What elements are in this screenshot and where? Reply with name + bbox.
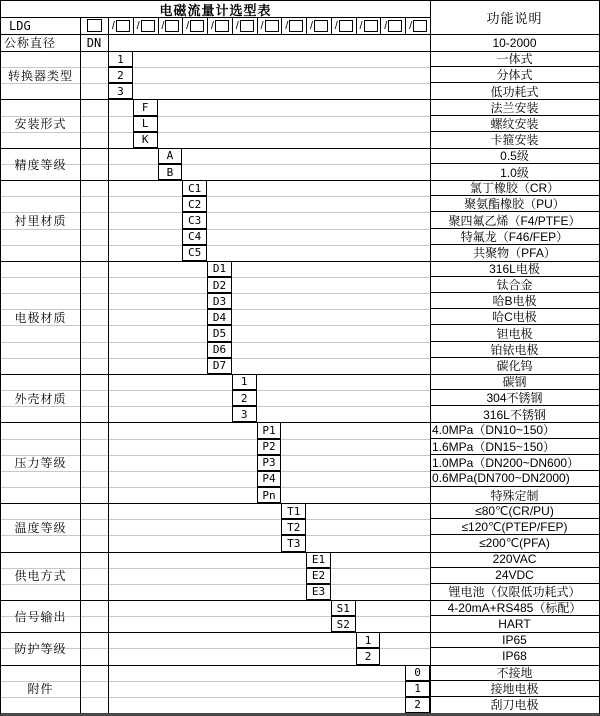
option-code-cell: 2 [232, 390, 257, 406]
empty-code-box [289, 20, 303, 32]
option-code-cell: 0 [405, 665, 430, 681]
category-label: 公称直径 [4, 36, 57, 50]
empty-code-box [364, 20, 378, 32]
model-code-slot: / [133, 17, 158, 34]
option-description: 哈B电极 [430, 293, 599, 309]
option-description: 1.0MPa（DN200~DN600） [430, 455, 599, 471]
option-code-cell: 2 [356, 648, 381, 664]
empty-code-box [240, 20, 254, 32]
option-code-cell: D4 [207, 309, 232, 325]
empty-code-box [165, 20, 179, 32]
option-description: 0.6MPa(DN700~DN2000) [430, 471, 599, 487]
option-description: 4.0MPa（DN10~150） [430, 422, 599, 438]
option-code-cell: 1 [405, 681, 430, 697]
empty-code-box [116, 20, 130, 32]
option-code-cell: P2 [257, 439, 282, 455]
option-description: 10-2000 [492, 35, 537, 50]
model-code-slot: / [158, 17, 183, 34]
empty-code-box [388, 20, 402, 32]
option-code-cell: D7 [207, 358, 232, 374]
model-code-slot: / [306, 17, 331, 34]
empty-code-box [190, 20, 204, 32]
option-code-cell: C5 [182, 245, 207, 261]
option-description: 聚四氟乙烯（F4/PTFE） [430, 212, 599, 228]
model-code-slot: / [257, 17, 282, 34]
option-code-cell: K [133, 132, 158, 148]
option-code-cell: DN [86, 35, 102, 50]
option-description: 聚氨酯橡胶（PU） [430, 196, 599, 212]
option-description: 卡箍安装 [490, 133, 539, 148]
option-code-cell: Pn [257, 487, 282, 503]
category-label: 衬里材质 [14, 214, 67, 229]
option-description: 氯丁橡胶（CR） [430, 180, 599, 196]
empty-code-box [87, 19, 102, 32]
option-description: 刮刀电极 [490, 698, 539, 713]
option-code-cell: A [158, 148, 183, 164]
option-code-cell: D5 [207, 325, 232, 341]
option-code-cell: C3 [182, 212, 207, 228]
option-code-cell: 3 [108, 83, 133, 99]
option-code-cell: D1 [207, 261, 232, 277]
model-code-slot: / [232, 17, 257, 34]
option-code-cell: 2 [108, 67, 133, 83]
selection-table-grid [1, 1, 599, 713]
category-label: 附件 [27, 682, 54, 697]
model-code-slot: / [108, 17, 133, 34]
option-description: 220VAC [430, 552, 599, 568]
category-label: 外壳材质 [14, 391, 67, 406]
option-description: 0.5级 [430, 148, 599, 164]
option-code-cell: E3 [306, 584, 331, 600]
option-code-cell: C4 [182, 229, 207, 245]
option-code-cell: E1 [306, 552, 331, 568]
model-code-slot: / [405, 17, 430, 34]
category-label: 转换器类型 [7, 68, 73, 83]
option-code-cell: F [133, 99, 158, 115]
option-description: ≤200℃(PFA) [479, 536, 550, 551]
option-code-cell: S1 [331, 600, 356, 616]
option-description: 316L不锈钢 [483, 407, 546, 422]
option-code-cell: D2 [207, 277, 232, 293]
category-label: 温度等级 [14, 520, 67, 535]
category-label: 安装形式 [14, 117, 67, 132]
option-code-cell: E2 [306, 568, 331, 584]
category-label: 精度等级 [14, 157, 67, 172]
option-code-cell: D3 [207, 293, 232, 309]
option-description: 304不锈钢 [430, 390, 599, 406]
category-label: 压力等级 [14, 456, 67, 471]
model-code-slot: / [182, 17, 207, 34]
model-prefix: LDG [9, 18, 31, 33]
category-label: 电极材质 [14, 310, 67, 325]
option-code-cell: S2 [331, 616, 356, 632]
option-description: 1.0级 [500, 165, 529, 180]
option-code-cell: L [133, 116, 158, 132]
option-description: 锂电池（仅限低功耗式） [448, 585, 581, 600]
option-code-cell: 1 [108, 51, 133, 67]
option-code-cell: P1 [257, 422, 282, 438]
option-description: 不接地 [430, 665, 599, 681]
option-code-cell: T1 [281, 503, 306, 519]
option-description: 特殊定制 [490, 488, 539, 503]
option-description: 分体式 [430, 67, 599, 83]
option-description: 碳钢 [430, 374, 599, 390]
option-description: 一体式 [430, 51, 599, 67]
option-description: 钛合金 [430, 277, 599, 293]
option-description: ≤80℃(CR/PU) [430, 503, 599, 519]
model-code-slot: / [380, 17, 405, 34]
option-description: 法兰安装 [430, 99, 599, 115]
option-description: 钽电极 [430, 325, 599, 341]
option-code-cell: T3 [281, 535, 306, 551]
option-code-cell: T2 [281, 519, 306, 535]
option-code-cell: D6 [207, 342, 232, 358]
model-code-slot: / [207, 17, 232, 34]
option-code-cell: 3 [232, 406, 257, 422]
option-description: 316L电极 [430, 261, 599, 277]
option-code-cell: 2 [405, 697, 430, 713]
option-code-cell: B [158, 164, 183, 180]
option-code-cell: 1 [232, 374, 257, 390]
table-title: 电磁流量计选型表 [159, 2, 272, 17]
option-description: 4-20mA+RS485（标配） [430, 600, 599, 616]
option-description: IP65 [430, 632, 599, 648]
column-separator [108, 17, 133, 713]
category-label: 供电方式 [14, 569, 67, 584]
model-code-slot: / [281, 17, 306, 34]
category-label: 信号输出 [14, 609, 67, 624]
option-description: 24VDC [430, 568, 599, 584]
model-code-slot: / [356, 17, 381, 34]
empty-code-box [314, 20, 328, 32]
option-description: 接地电极 [430, 681, 599, 697]
option-description: 铂铱电极 [430, 342, 599, 358]
empty-code-box [339, 20, 353, 32]
option-code-cell: P4 [257, 471, 282, 487]
option-description: 碳化钨 [496, 359, 533, 374]
option-description: IP68 [502, 649, 527, 664]
option-description: 低功耗式 [490, 84, 539, 99]
option-description: 1.6MPa（DN15~150） [430, 439, 599, 455]
model-base-box [80, 17, 108, 34]
option-description: 螺纹安装 [430, 116, 599, 132]
column-separator [80, 17, 108, 713]
empty-code-box [265, 20, 279, 32]
category-label: 防护等级 [14, 641, 67, 656]
model-code-slot: / [331, 17, 356, 34]
option-description: 哈C电极 [430, 309, 599, 325]
option-description: ≤120℃(PTEP/FEP) [430, 519, 599, 535]
empty-code-box [215, 20, 229, 32]
empty-code-box [141, 20, 155, 32]
option-code-cell: C2 [182, 196, 207, 212]
option-code-cell: P3 [257, 455, 282, 471]
function-column-header: 功能说明 [486, 11, 543, 26]
option-description: 特氟龙（F46/FEP） [430, 229, 599, 245]
option-description: HART [498, 617, 531, 632]
option-description: 共聚物（PFA） [473, 246, 556, 261]
option-code-cell: C1 [182, 180, 207, 196]
empty-code-box [413, 20, 427, 32]
option-code-cell: 1 [356, 632, 381, 648]
